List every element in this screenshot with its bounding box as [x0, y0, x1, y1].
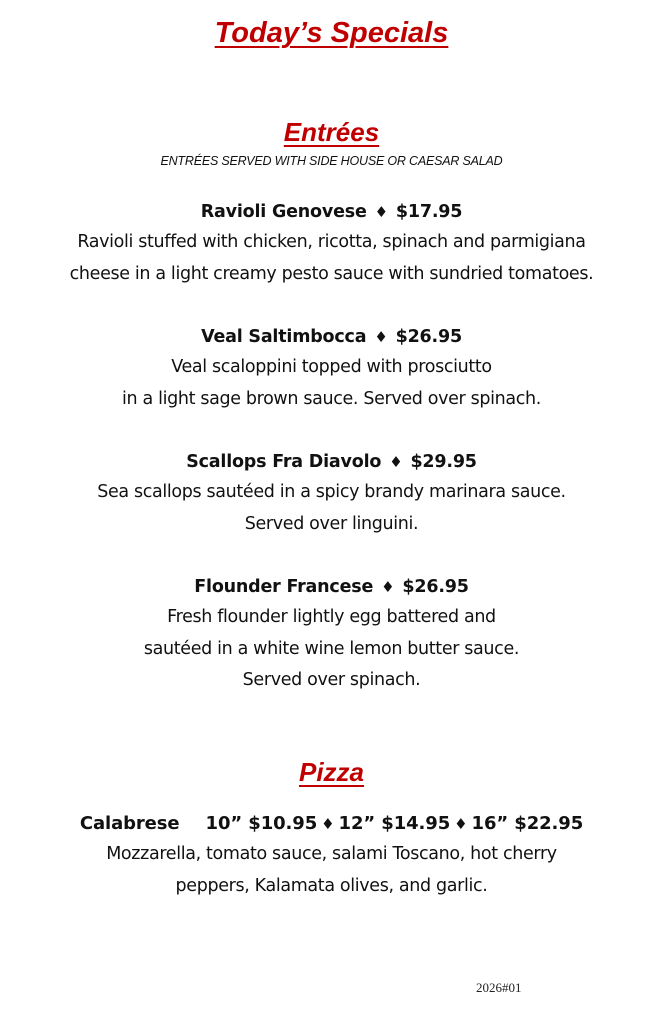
- diamond-separator-icon: ♦: [374, 203, 388, 221]
- menu-item-price: $29.95: [410, 452, 477, 472]
- menu-item-price: $17.95: [395, 202, 463, 222]
- diamond-separator-icon: ♦: [374, 328, 388, 346]
- menu-item-title: [0, 572, 663, 602]
- entrees-subtitle: ENTRÉES SERVED WITH SIDE HOUSE OR CAESAR SALAD: [160, 154, 503, 168]
- diamond-separator-icon: ♦: [389, 453, 403, 471]
- diamond-separator-icon: ♦: [454, 815, 468, 833]
- menu-item-veal-saltimbocca: [0, 322, 663, 415]
- diamond-separator-icon: ♦: [381, 578, 395, 596]
- menu-item-name: Flounder Francese: [194, 577, 374, 597]
- diamond-separator-icon: ♦: [321, 815, 335, 833]
- menu-item-name: Ravioli Genovese: [200, 202, 367, 222]
- menu-item-description-line: Served over linguini.: [244, 513, 419, 534]
- page-title: Today’s Specials: [214, 17, 449, 49]
- pizza-size: 10”: [205, 813, 243, 834]
- pizza-price: $10.95: [248, 813, 318, 834]
- pizza-size: 16”: [471, 813, 509, 834]
- menu-item-flounder-francese: [0, 572, 663, 697]
- menu-item-description-line: Mozzarella, tomato sauce, salami Toscano, hot cherry: [106, 844, 557, 864]
- menu-item-ravioli-genovese: [0, 197, 663, 290]
- menu-item-description-line: peppers, Kalamata olives, and garlic.: [175, 875, 488, 896]
- menu-version-code: 2026#01: [476, 980, 522, 995]
- menu-item-calabrese: [0, 809, 663, 902]
- menu-item-title: [0, 322, 663, 352]
- menu-item-name: Calabrese: [79, 813, 180, 834]
- pizza-size: 12”: [338, 813, 376, 834]
- pizza-price: $22.95: [514, 813, 584, 834]
- entrees-heading: Entrées: [283, 117, 380, 147]
- menu-item-description-line: in a light sage brown sauce. Served over spinach.: [122, 388, 541, 409]
- menu-item-price: $26.95: [395, 327, 462, 347]
- pizza-heading: Pizza: [298, 757, 365, 787]
- menu-item-name: Veal Saltimbocca: [201, 327, 367, 347]
- menu-item-name: Scallops Fra Diavolo: [186, 452, 382, 472]
- menu-item-scallops-fra-diavolo: [0, 447, 663, 540]
- menu-item-description-line: Fresh flounder lightly egg battered and: [167, 607, 496, 627]
- pizza-price: $14.95: [381, 813, 451, 834]
- menu-item-description-line: Ravioli stuffed with chicken, ricotta, spinach and parmigiana: [77, 232, 586, 252]
- menu-item-title: [0, 447, 663, 477]
- menu-item-description-line: Served over spinach.: [242, 670, 421, 690]
- menu-item-price: $26.95: [402, 577, 469, 597]
- menu-item-title: [0, 809, 663, 839]
- menu-item-description-line: cheese in a light creamy pesto sauce with sundried tomatoes.: [69, 263, 594, 284]
- menu-item-description-line: sautéed in a white wine lemon butter sauce.: [143, 638, 520, 659]
- menu-item-title: [0, 197, 663, 227]
- menu-item-description-line: Sea scallops sautéed in a spicy brandy marinara sauce.: [97, 482, 566, 502]
- menu-item-description-line: Veal scaloppini topped with prosciutto: [171, 357, 492, 377]
